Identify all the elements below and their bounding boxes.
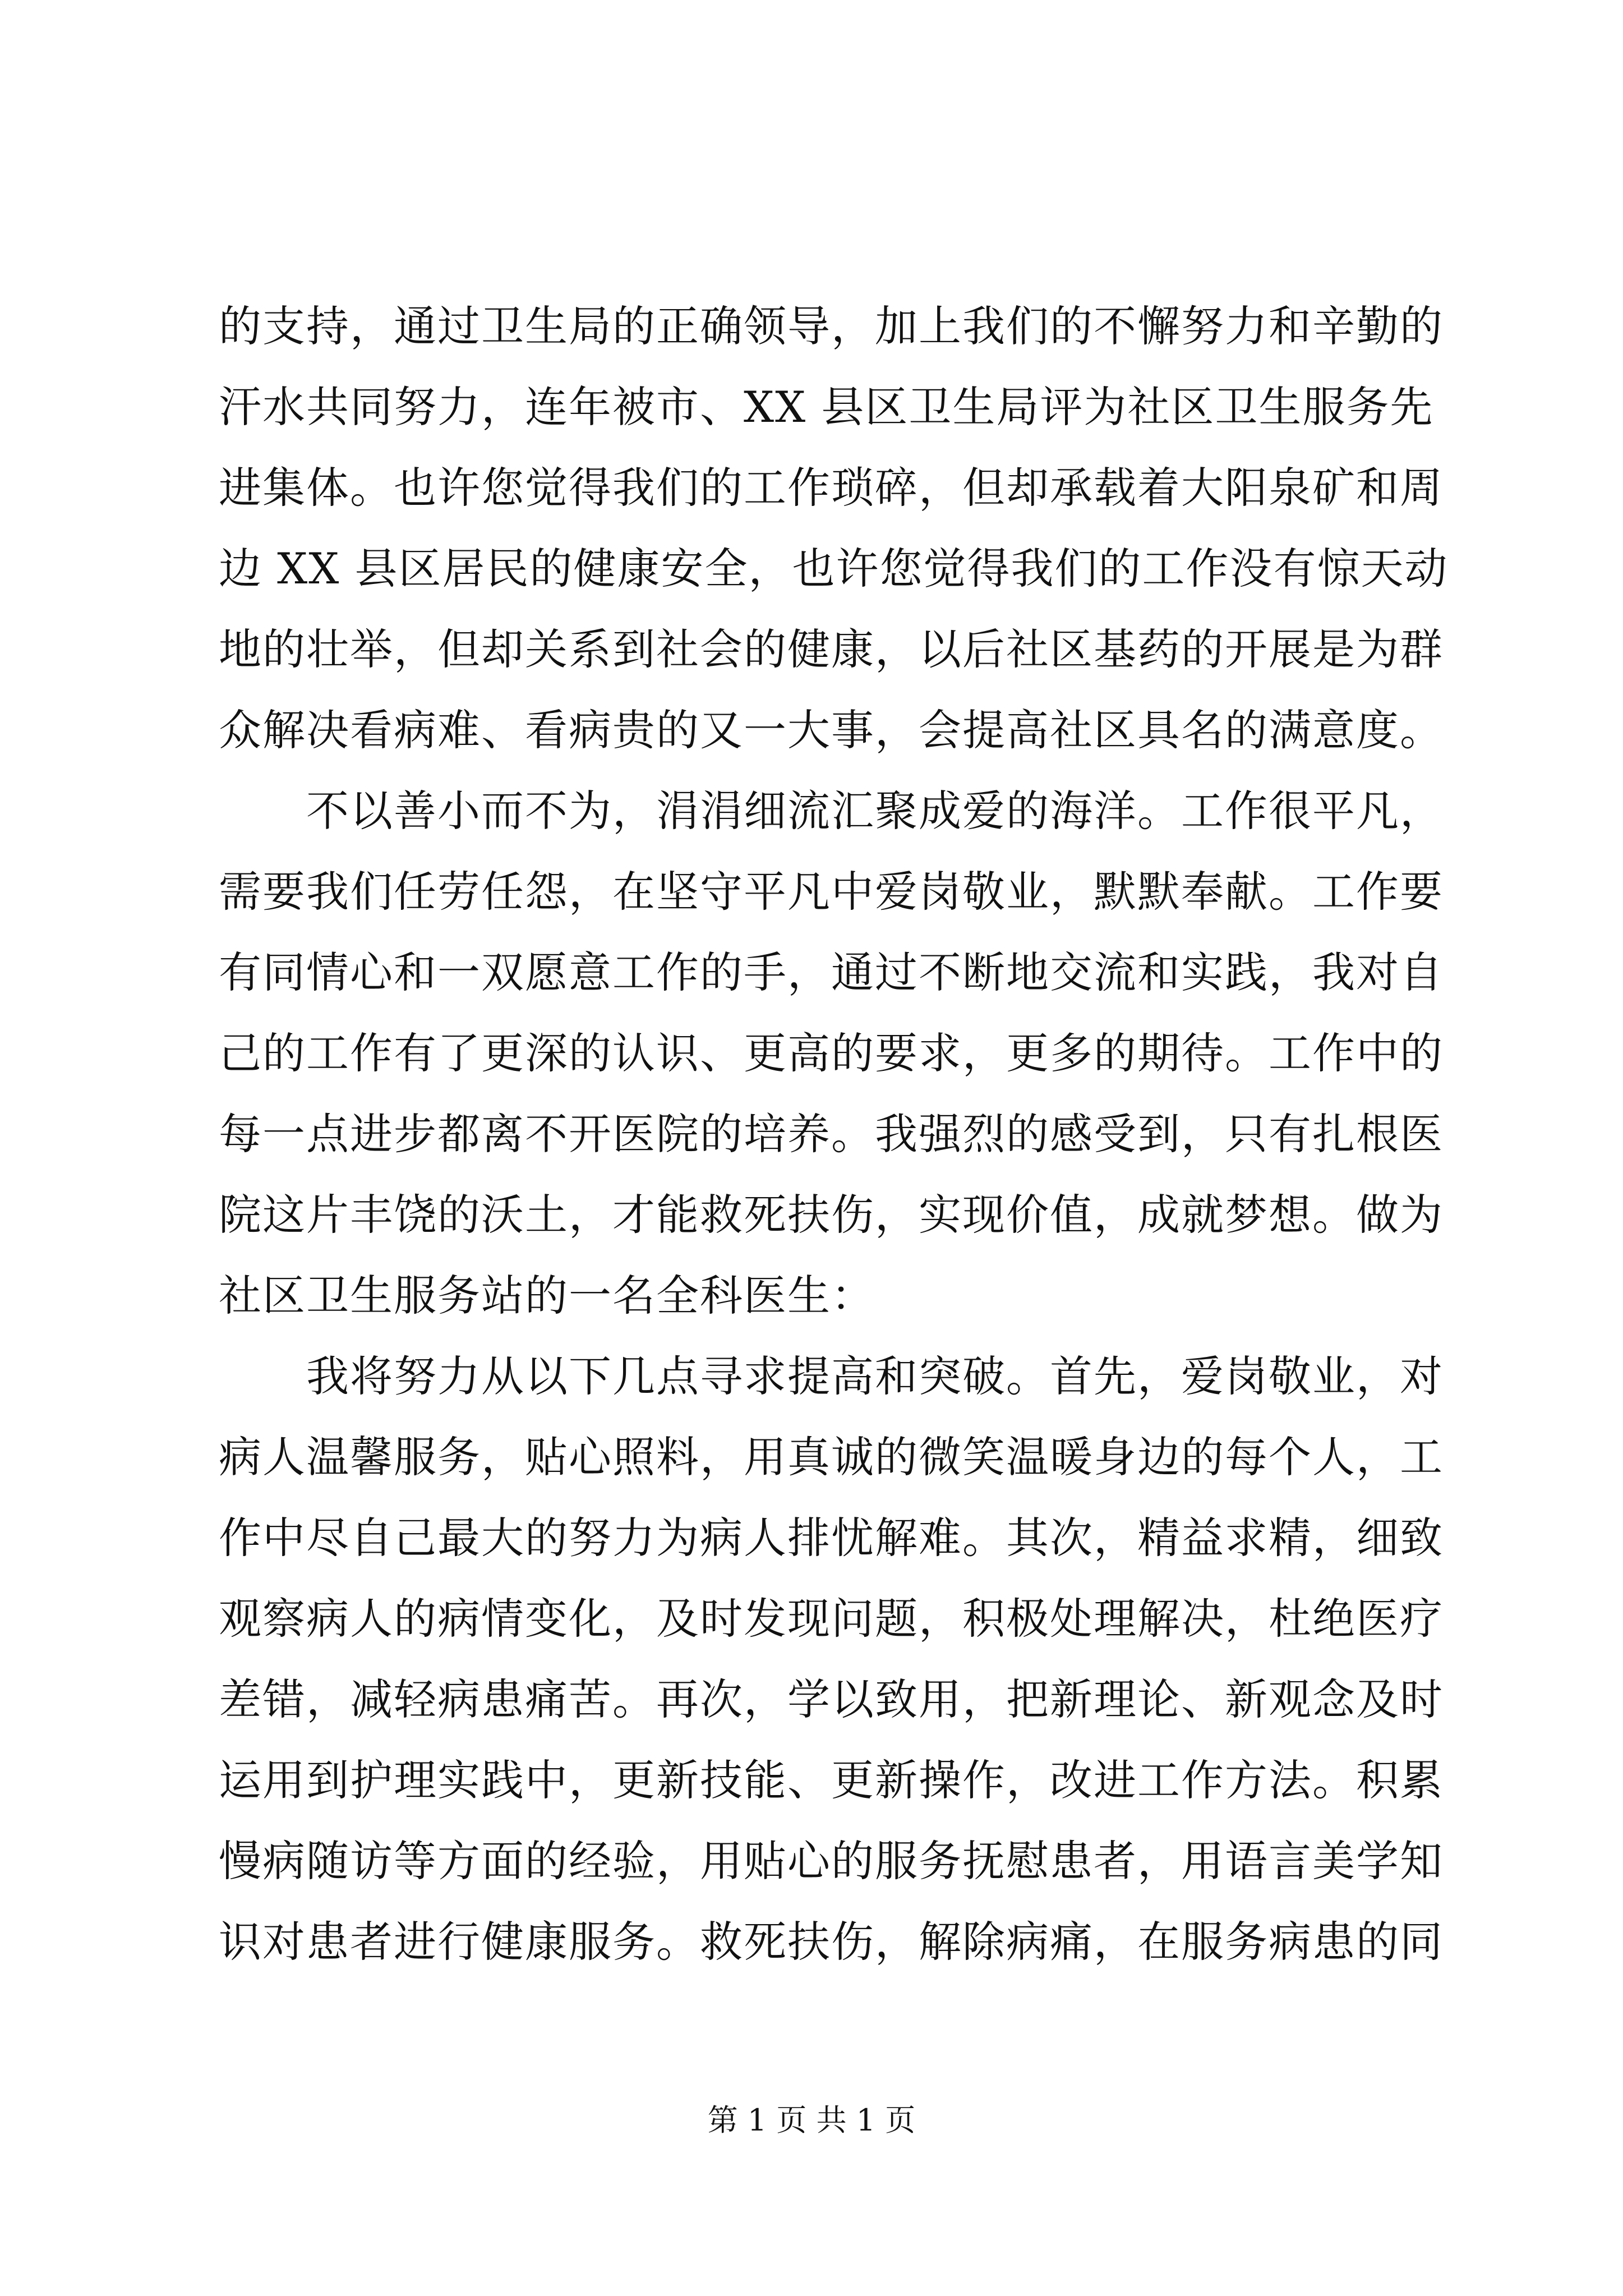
text-line: 有同情心和一双愿意工作的手，通过不断地交流和实践，我对自 bbox=[219, 947, 1444, 997]
text-line: 每一点进步都离不开医院的培养。我强烈的感受到，只有扎根医 bbox=[219, 1109, 1444, 1159]
text-line: 我将努力从以下几点寻求提高和突破。首先，爱岗敬业，对 bbox=[219, 1351, 1444, 1401]
page-footer: 第 1 页 共 1 页 bbox=[707, 2102, 916, 2138]
text-line: 己的工作有了更深的认识、更高的要求，更多的期待。工作中的 bbox=[219, 1028, 1444, 1078]
text-line: 不以善小而不为，涓涓细流汇聚成爱的海洋。工作很平凡， bbox=[219, 786, 1444, 836]
text-line: 差错，减轻病患痛苦。再次，学以致用，把新理论、新观念及时 bbox=[219, 1674, 1444, 1724]
text-line: 的支持，通过卫生局的正确领导，加上我们的不懈努力和辛勤的 bbox=[219, 301, 1444, 351]
text-line: 汗水共同努力，连年被市、XX 县区卫生局评为社区卫生服务先 bbox=[219, 382, 1434, 432]
text-line: 地的壮举，但却关系到社会的健康，以后社区基药的开展是为群 bbox=[219, 624, 1444, 674]
text-line: 社区卫生服务站的一名全科医生： bbox=[219, 1271, 875, 1320]
text-line: 慢病随访等方面的经验，用贴心的服务抚慰患者，用语言美学知 bbox=[219, 1836, 1444, 1886]
text-line: 院这片丰饶的沃土，才能救死扶伤，实现价值，成就梦想。做为 bbox=[219, 1190, 1444, 1240]
text-line: 边 XX 县区居民的健康安全，也许您觉得我们的工作没有惊天动 bbox=[219, 544, 1449, 593]
text-line: 病人温馨服务，贴心照料，用真诚的微笑温暖身边的每个人，工 bbox=[219, 1432, 1444, 1482]
text-line: 众解决看病难、看病贵的又一大事，会提高社区具名的满意度。 bbox=[219, 705, 1444, 755]
text-line: 观察病人的病情变化，及时发现问题，积极处理解决，杜绝医疗 bbox=[219, 1594, 1444, 1644]
text-line: 需要我们任劳任怨，在坚守平凡中爱岗敬业，默默奉献。工作要 bbox=[219, 867, 1444, 917]
text-line: 识对患者进行健康服务。救死扶伤，解除病痛，在服务病患的同 bbox=[219, 1917, 1444, 1967]
text-line: 进集体。也许您觉得我们的工作琐碎，但却承载着大阳泉矿和周 bbox=[219, 463, 1444, 513]
body-text bbox=[219, 286, 1449, 1982]
text-line: 作中尽自己最大的努力为病人排忧解难。其次，精益求精，细致 bbox=[219, 1513, 1444, 1563]
text-line: 运用到护理实践中，更新技能、更新操作，改进工作方法。积累 bbox=[219, 1755, 1444, 1805]
